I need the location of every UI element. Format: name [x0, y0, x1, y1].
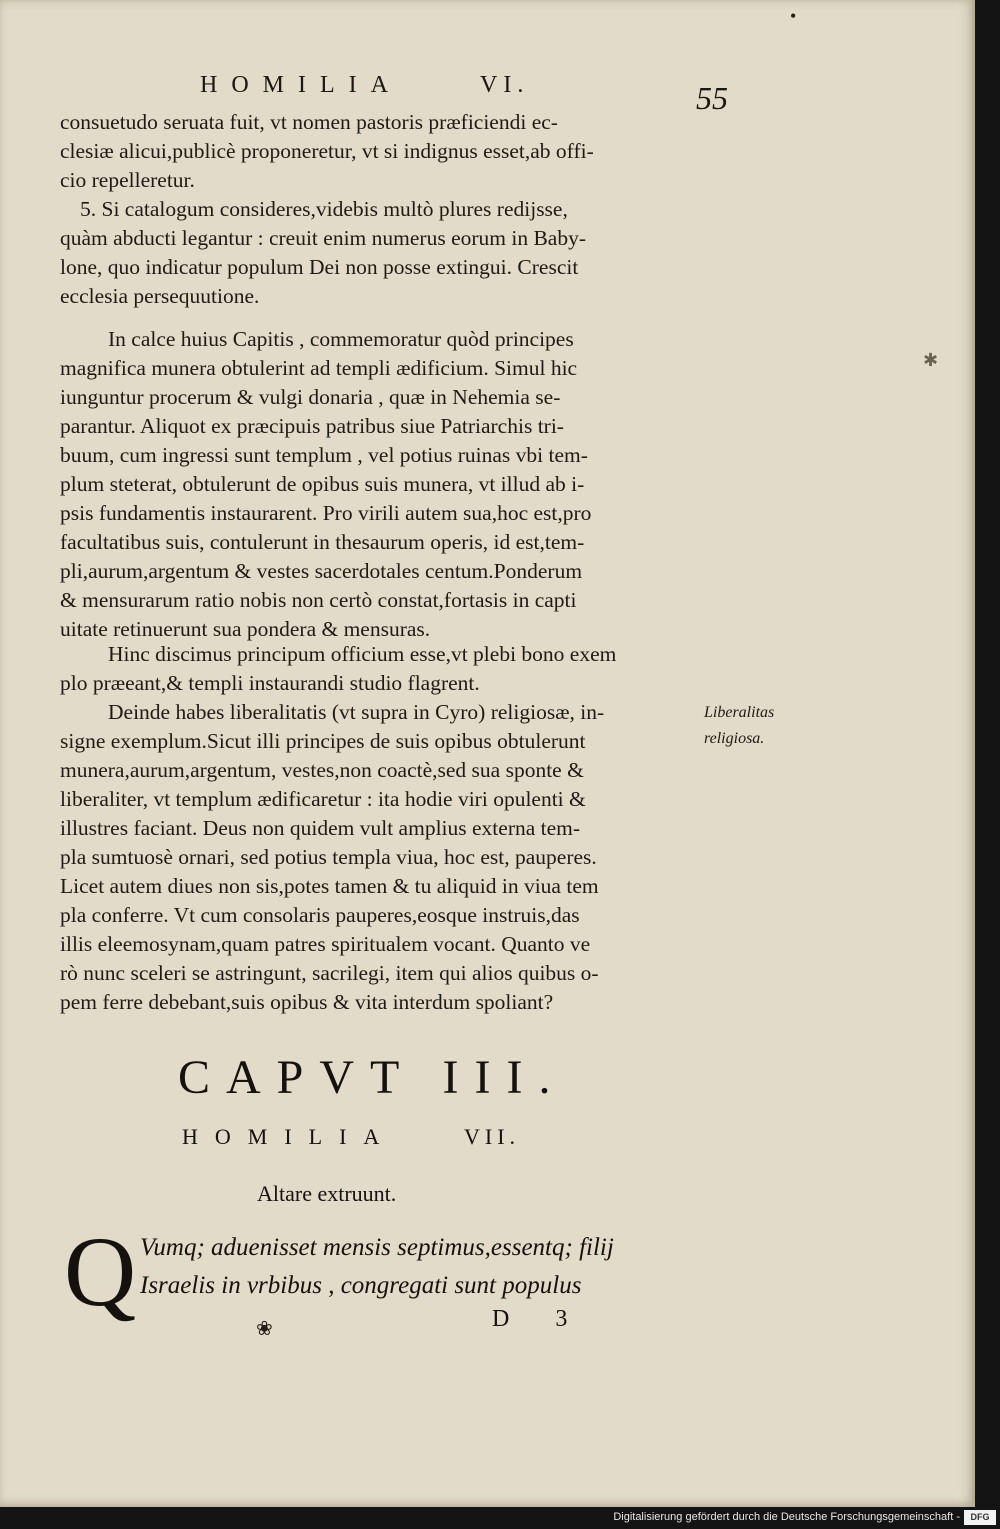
margin-note-line: religiosa.: [704, 730, 765, 747]
text-line: liberaliter, vt templum ædificaretur : ita hodie viri opulenti &: [60, 787, 586, 811]
text-line: psis fundamentis instaurarent. Pro virili autem sua,hoc est,pro: [60, 501, 592, 525]
folio-number: 55: [696, 80, 728, 116]
text-line: facultatibus suis, contulerunt in thesaurum operis, id est,tem-: [60, 530, 585, 554]
opening-line: Vumq; aduenisset mensis septimus,essentq; filij: [140, 1234, 614, 1261]
text-line: parantur. Aliquot ex præcipuis patribus siue Patriarchis tri-: [60, 414, 564, 438]
text-line: pem ferre debebant,suis opibus & vita interdum spoliant?: [60, 990, 554, 1014]
text-line: In calce huius Capitis , commemoratur quòd principes: [108, 327, 574, 351]
page-edge: [972, 0, 975, 1507]
text-line: illustres faciant. Deus non quidem vult amplius externa tem-: [60, 816, 581, 840]
running-number: VI.: [480, 72, 530, 98]
text-line: quàm abducti legantur : creuit enim numerus eorum in Baby-: [60, 226, 587, 250]
dfg-logo-icon: DFG: [964, 1510, 996, 1525]
margin-note-line: Liberalitas: [704, 704, 775, 721]
homily-heading: HOMILIA: [182, 1124, 397, 1149]
text-line: Hinc discimus principum officium esse,vt plebi bono exem: [108, 642, 617, 666]
text-line: & mensurarum ratio nobis non certò constat,fortasis in capti: [60, 588, 577, 612]
text-line: pli,aurum,argentum & vestes sacerdotales centum.Ponderum: [60, 559, 583, 583]
text-line: cio repelleretur.: [60, 168, 195, 192]
text-line: consuetudo seruata fuit, vt nomen pastoris præficiendi ec-: [60, 110, 558, 134]
paragraph-5: [60, 698, 710, 1017]
text-line: ecclesia persequutione.: [60, 284, 260, 308]
paragraph-1: [60, 108, 710, 195]
paragraph-2: [60, 195, 710, 311]
text-line: illis eleemosynam,quam patres spiritualem vocant. Quanto ve: [60, 932, 591, 956]
text-line: plum steterat, obtulerunt de opibus suis munera, vt illud ab i-: [60, 472, 585, 496]
paragraph-4: [60, 640, 710, 698]
scan-mark: •: [790, 6, 797, 26]
text-line: pla sumtuosè ornari, sed potius templa viua, hoc est, pauperes.: [60, 845, 597, 869]
funding-notice: Digitalisierung gefördert durch die Deutsche Forschungsgemeinschaft -: [613, 1511, 960, 1523]
text-line: iunguntur procerum & vulgi donaria , quæ in Nehemia se-: [60, 385, 561, 409]
drop-cap: Q: [64, 1216, 137, 1327]
text-line: pla conferre. Vt cum consolaris pauperes,eosque instruis,das: [60, 903, 580, 927]
opening-line: Israelis in vrbibus , congregati sunt populus: [140, 1272, 582, 1299]
paragraph-3: [60, 325, 710, 644]
footer-bar: [0, 1507, 1000, 1529]
margin-note: [704, 700, 774, 752]
text-line: Licet autem diues non sis,potes tamen & tu aliquid in viua tem: [60, 874, 599, 898]
ink-spot: ✱: [923, 350, 939, 370]
chapter-title: CAPVT III.: [178, 1051, 567, 1104]
running-title: HOMILIA: [200, 72, 402, 98]
text-line: Deinde habes liberalitatis (vt supra in Cyro) religiosæ, in-: [108, 700, 605, 724]
text-line: munera,aurum,argentum, vestes,non coactè,sed sua sponte &: [60, 758, 584, 782]
text-line: buum, cum ingressi sunt templum , vel potius ruinas vbi tem-: [60, 443, 588, 467]
homily-number: VII.: [464, 1124, 521, 1149]
text-line: 5. Si catalogum consideres,videbis multò plures redijsse,: [80, 197, 568, 221]
text-line: signe exemplum.Sicut illi principes de suis opibus obtulerunt: [60, 729, 586, 753]
signature-mark: D 3: [492, 1306, 588, 1332]
text-line: rò nunc sceleri se astringunt, sacrilegi, item qui alios quibus o-: [60, 961, 599, 985]
ornament-icon: ❀: [256, 1318, 273, 1340]
text-line: lone, quo indicatur populum Dei non posse extingui. Crescit: [60, 255, 579, 279]
text-line: clesiæ alicui,publicè proponeretur, vt si indignus esset,ab offi-: [60, 139, 594, 163]
section-subtitle: Altare extruunt.: [257, 1181, 397, 1206]
text-line: uitate retinuerunt sua pondera & mensuras.: [60, 617, 431, 641]
text-line: magnifica munera obtulerint ad templi ædificium. Simul hic: [60, 356, 578, 380]
text-line: plo præeant,& templi instaurandi studio flagrent.: [60, 671, 480, 695]
